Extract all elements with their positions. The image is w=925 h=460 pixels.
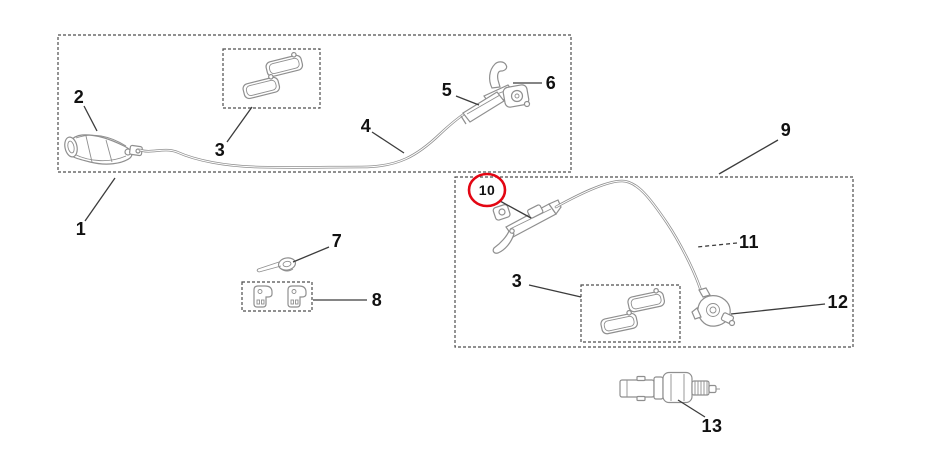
- rear-lever-drawing: [492, 200, 561, 253]
- front-lever-drawing: [461, 62, 530, 124]
- callout-9[interactable]: 9: [780, 120, 792, 140]
- front-caliper-drawing: [63, 135, 142, 164]
- rear-hose-drawing: [556, 181, 702, 294]
- front-brake-pads-drawing: [241, 51, 303, 99]
- callout-12[interactable]: 12: [827, 292, 849, 312]
- callout-6[interactable]: 6: [545, 73, 557, 93]
- callout-3-front[interactable]: 3: [214, 140, 226, 160]
- rear-caliper-drawing: [692, 288, 735, 326]
- rear-assembly-box: [455, 177, 853, 347]
- callout-13[interactable]: 13: [701, 416, 723, 436]
- front-hose-drawing: [140, 104, 481, 167]
- callout-4[interactable]: 4: [360, 116, 372, 136]
- callout-8[interactable]: 8: [371, 290, 383, 310]
- pad-clips-drawing: [254, 286, 306, 307]
- retainer-clip-drawing: [257, 257, 296, 272]
- callout-5[interactable]: 5: [441, 80, 453, 100]
- callout-1[interactable]: 1: [75, 219, 87, 239]
- brake-switch-drawing: [620, 373, 720, 403]
- rear-brake-pads-drawing: [599, 287, 665, 334]
- callout-7[interactable]: 7: [331, 231, 343, 251]
- callout-2[interactable]: 2: [73, 87, 85, 107]
- callout-11[interactable]: 11: [738, 232, 760, 252]
- callout-3-rear[interactable]: 3: [511, 271, 523, 291]
- callout-10-highlighted[interactable]: 10: [478, 182, 496, 198]
